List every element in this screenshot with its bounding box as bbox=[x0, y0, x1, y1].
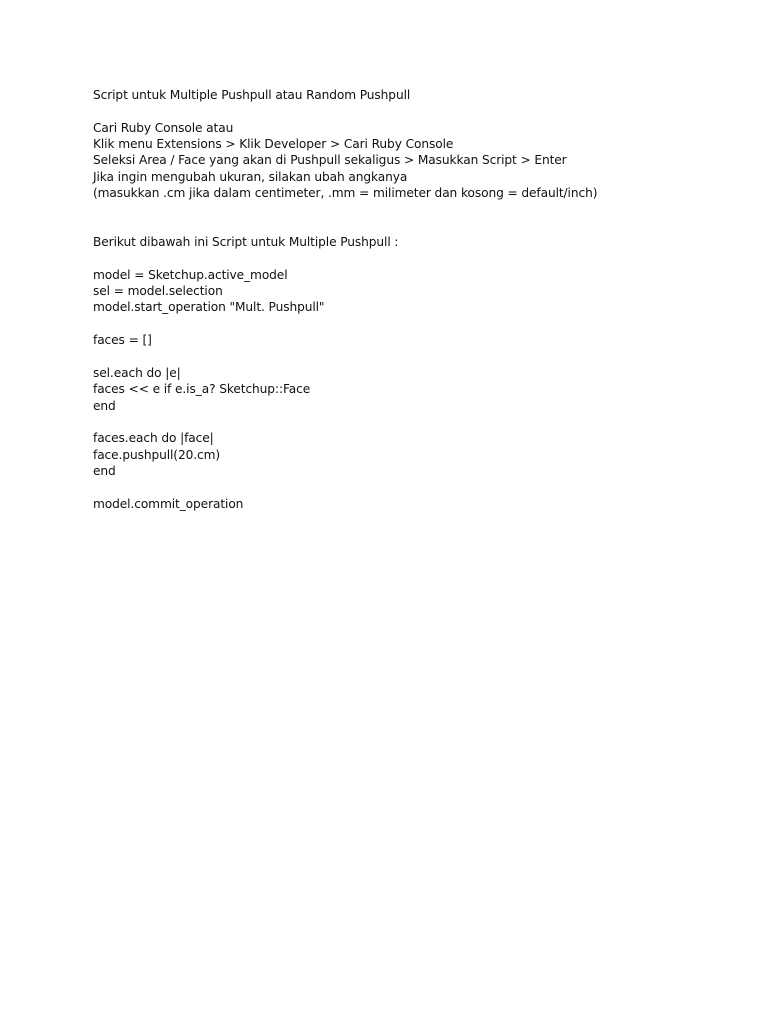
spacer bbox=[93, 103, 713, 119]
code-line: faces.each do |face| bbox=[93, 431, 214, 446]
code-line: sel = model.selection bbox=[93, 284, 223, 299]
code-line: faces << e if e.is_a? Sketchup::Face bbox=[93, 382, 311, 397]
spacer bbox=[93, 414, 713, 430]
code-line: face.pushpull(20.cm) bbox=[93, 447, 221, 462]
code-line: faces = [] bbox=[93, 333, 152, 348]
document-content bbox=[93, 87, 713, 512]
code-line: model.start_operation "Mult. Pushpull" bbox=[93, 300, 325, 315]
document-title: Script untuk Multiple Pushpull atau Random Pushpull bbox=[93, 88, 411, 102]
instruction-line: Klik menu Extensions > Klik Developer > Cari Ruby Console bbox=[93, 137, 454, 152]
code-line: end bbox=[93, 398, 116, 413]
intro-text: Berikut dibawah ini Script untuk Multiple Pushpull : bbox=[93, 235, 399, 250]
spacer bbox=[93, 349, 713, 365]
code-line: model = Sketchup.active_model bbox=[93, 267, 288, 282]
spacer bbox=[93, 479, 713, 495]
spacer bbox=[93, 250, 713, 266]
spacer bbox=[93, 201, 713, 217]
code-line: sel.each do |e| bbox=[93, 365, 181, 380]
instruction-line: Cari Ruby Console atau bbox=[93, 120, 234, 135]
instruction-line: (masukkan .cm jika dalam centimeter, .mm = milimeter dan kosong = default/inch) bbox=[93, 186, 598, 201]
spacer bbox=[93, 316, 713, 332]
spacer bbox=[93, 218, 713, 234]
code-line: model.commit_operation bbox=[93, 496, 244, 511]
instruction-line: Jika ingin mengubah ukuran, silakan ubah angkanya bbox=[93, 169, 408, 184]
instruction-line: Seleksi Area / Face yang akan di Pushpull sekaligus > Masukkan Script > Enter bbox=[93, 153, 567, 168]
code-line: end bbox=[93, 463, 116, 478]
